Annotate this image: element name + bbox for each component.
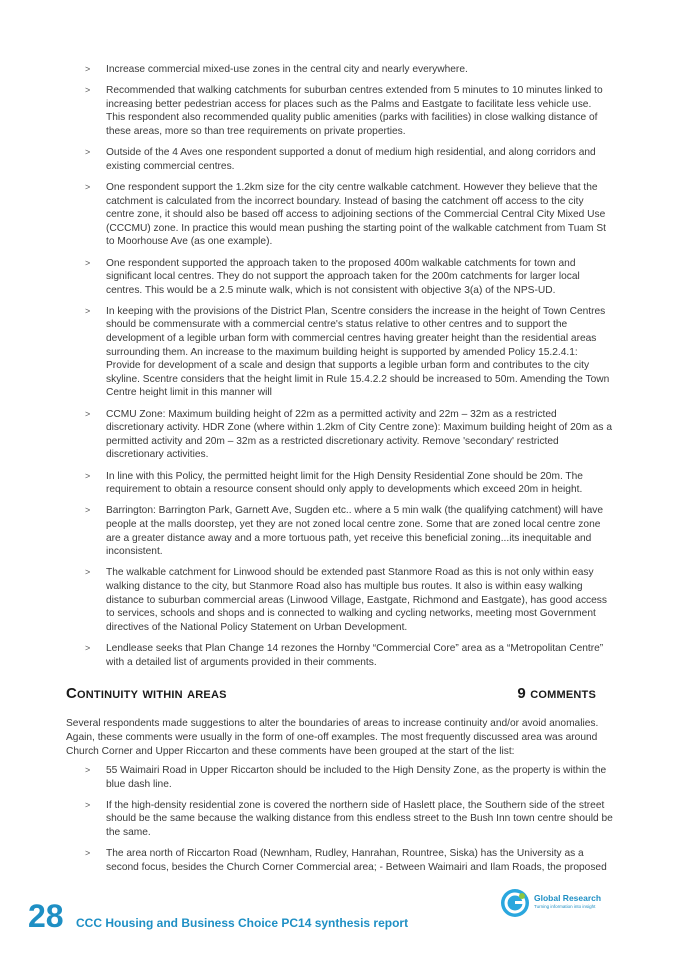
bullet-marker: > (85, 567, 91, 578)
bullet-marker: > (85, 470, 91, 481)
bullet-marker: > (85, 147, 91, 158)
global-research-logo-icon (500, 888, 530, 918)
list-item-text: Barrington: Barrington Park, Garnett Ave, Sugden etc.. where a 5 min walk (the qualifying catchment) will have people at the malls doorstep, yet they are not zoned local centre zone. Some that are zoned local centre zone are a greater distance away and a more tortuous path, yet receive this beneficial zoning...its inequitable and inconsistent. (106, 505, 603, 558)
list-item-text: CCMU Zone: Maximum building height of 22m as a permitted activity and 22m – 32m as a restricted discretionary activity. HDR Zone (where within 1.2km of City Centre zone): Maximum building height of 20m as a permitted activity and 20m – 32m as a restricted discretionary activity. Remove 'secondary' restricted discretionary activities. (106, 408, 612, 461)
list-item-text: Increase commercial mixed-use zones in the central city and nearly everywhere. (106, 64, 468, 75)
bullet-marker: > (85, 408, 91, 419)
list-item (85, 305, 613, 400)
list-item (85, 642, 613, 669)
bullet-list-top (85, 63, 613, 677)
intro-paragraph: Several respondents made suggestions to alter the boundaries of areas to increase continuity and/or avoid anomalies. Again, these comments were usually in the form of one-off examples. The most frequently discussed area was around Church Corner and Upper Riccarton and these comments have been grouped at the start of the list: (66, 718, 599, 757)
bullet-marker: > (85, 181, 91, 192)
bullet-marker: > (85, 505, 91, 516)
section-comment-count: 9 comments (517, 685, 596, 702)
list-item-text: The area north of Riccarton Road (Newnham, Rudley, Hanrahan, Rountree, Siska) has the University as a second focus, besides the Church Corner Commercial area; - Between Waimairi and Ilam Roads, the proposed (106, 848, 607, 873)
list-item (85, 257, 613, 298)
global-research-logo (500, 888, 660, 924)
report-title: CCC Housing and Business Choice PC14 synthesis report (76, 916, 409, 930)
section-title: Continuity within areas (66, 685, 227, 702)
list-item-text: Lendlease seeks that Plan Change 14 rezones the Hornby “Commercial Core” area as a “Metropolitan Centre” with a detailed list of arguments provided in their comments. (106, 642, 604, 668)
bullet-marker: > (85, 799, 91, 810)
list-item (85, 799, 613, 840)
bullet-marker: > (85, 642, 91, 653)
list-item-text: Recommended that walking catchments for suburban centres extended from 5 minutes to 10 minutes linked to increasing better pedestrian access for places such as the Palms and Eastgate to facilitate less vehicle use. This respondent also recommended quality public amenities (parks with facilities) in close walking distance of these areas, more so than tree requirements on private properties. (106, 85, 603, 137)
list-item (85, 84, 613, 138)
list-item (85, 504, 613, 558)
list-item (85, 181, 613, 249)
bullet-marker: > (85, 257, 91, 268)
list-item (85, 470, 613, 497)
bullet-marker: > (85, 765, 91, 775)
page-number: 28 (28, 898, 64, 934)
bullet-marker: > (85, 305, 91, 316)
bullet-marker: > (85, 848, 91, 859)
bullet-list-bottom (85, 764, 613, 882)
list-item (85, 764, 613, 791)
logo-tagline: Turning information into insight (534, 904, 596, 909)
logo-name: Global Research (534, 893, 602, 903)
list-item-text: One respondent supported the approach taken to the proposed 400m walkable catchments for town and significant local centres. They do not support the approach taken for the 200m catchments for larger local centres. This would be a 2.5 minute walk, which is not consistent with objective 3(a) of the NPS-UD. (106, 257, 580, 296)
list-item-text: If the high-density residential zone is covered the northern side of Haslett place, the Southern side of the street should be the same because the walking distance from this endless street to the Bush Inn town centre should be the same. (106, 799, 613, 838)
list-item (85, 566, 613, 634)
list-item-text: Outside of the 4 Aves one respondent supported a donut of medium high residential, and along corridors and existing commercial centres. (106, 147, 596, 172)
list-item (85, 847, 613, 874)
list-item (85, 146, 613, 173)
section-heading (66, 685, 596, 702)
page-footer (28, 893, 648, 938)
list-item-text: One respondent support the 1.2km size for the city centre walkable catchment. However they believe that the catchment is calculated from the incorrect boundary. Instead of basing the catchment off access to the city centre zone, it should also be based off access to adjoining sections of the Commercial Central City Mixed Use (CCCMU) zone. In practice this would mean pushing the starting point of the walkable catchment from Tuam St to Moorhouse Ave (as one example). (106, 181, 606, 248)
list-item-text: In line with this Policy, the permitted height limit for the High Density Residential Zone should be 20m. The requirement to obtain a resource consent should only apply to developments which exceed 20m in height. (106, 470, 583, 496)
list-item (85, 63, 613, 77)
list-item-text: The walkable catchment for Linwood should be extended past Stanmore Road as this is not only within easy walking distance to the city, but Stanmore Road also has multiple bus routes. It also is within easy walking distance to suburban commercial areas (Linwood Village, Eastgate, Richmond and Eastgate), has good access to services, schools and shops and is connected to walking and cycling networks, meeting most Government directives of the National Policy Statement on Urban Development. (106, 567, 607, 633)
list-item (85, 408, 613, 462)
bullet-marker: > (85, 64, 91, 74)
bullet-marker: > (85, 85, 91, 96)
list-item-text: In keeping with the provisions of the District Plan, Scentre considers the increase in the height of Town Centres should be commensurate with a commercial centre's status relative to other centres and to support the development of a legible urban form with commercial centres having greater height than the residential areas surrounding them. An increase to the maximum building height is supported by amended Policy 15.2.4.1: Provide for development of a scale and design that supports a legible urban form and contributes to the city skyline. Scentre considers that the height limit in Rule 15.4.2.2 should be increased to 50m. Amending the Town Centre height limit in this manner will (106, 305, 610, 399)
list-item-text: 55 Waimairi Road in Upper Riccarton should be included to the High Density Zone, as the property is within the blue dash line. (106, 765, 607, 790)
